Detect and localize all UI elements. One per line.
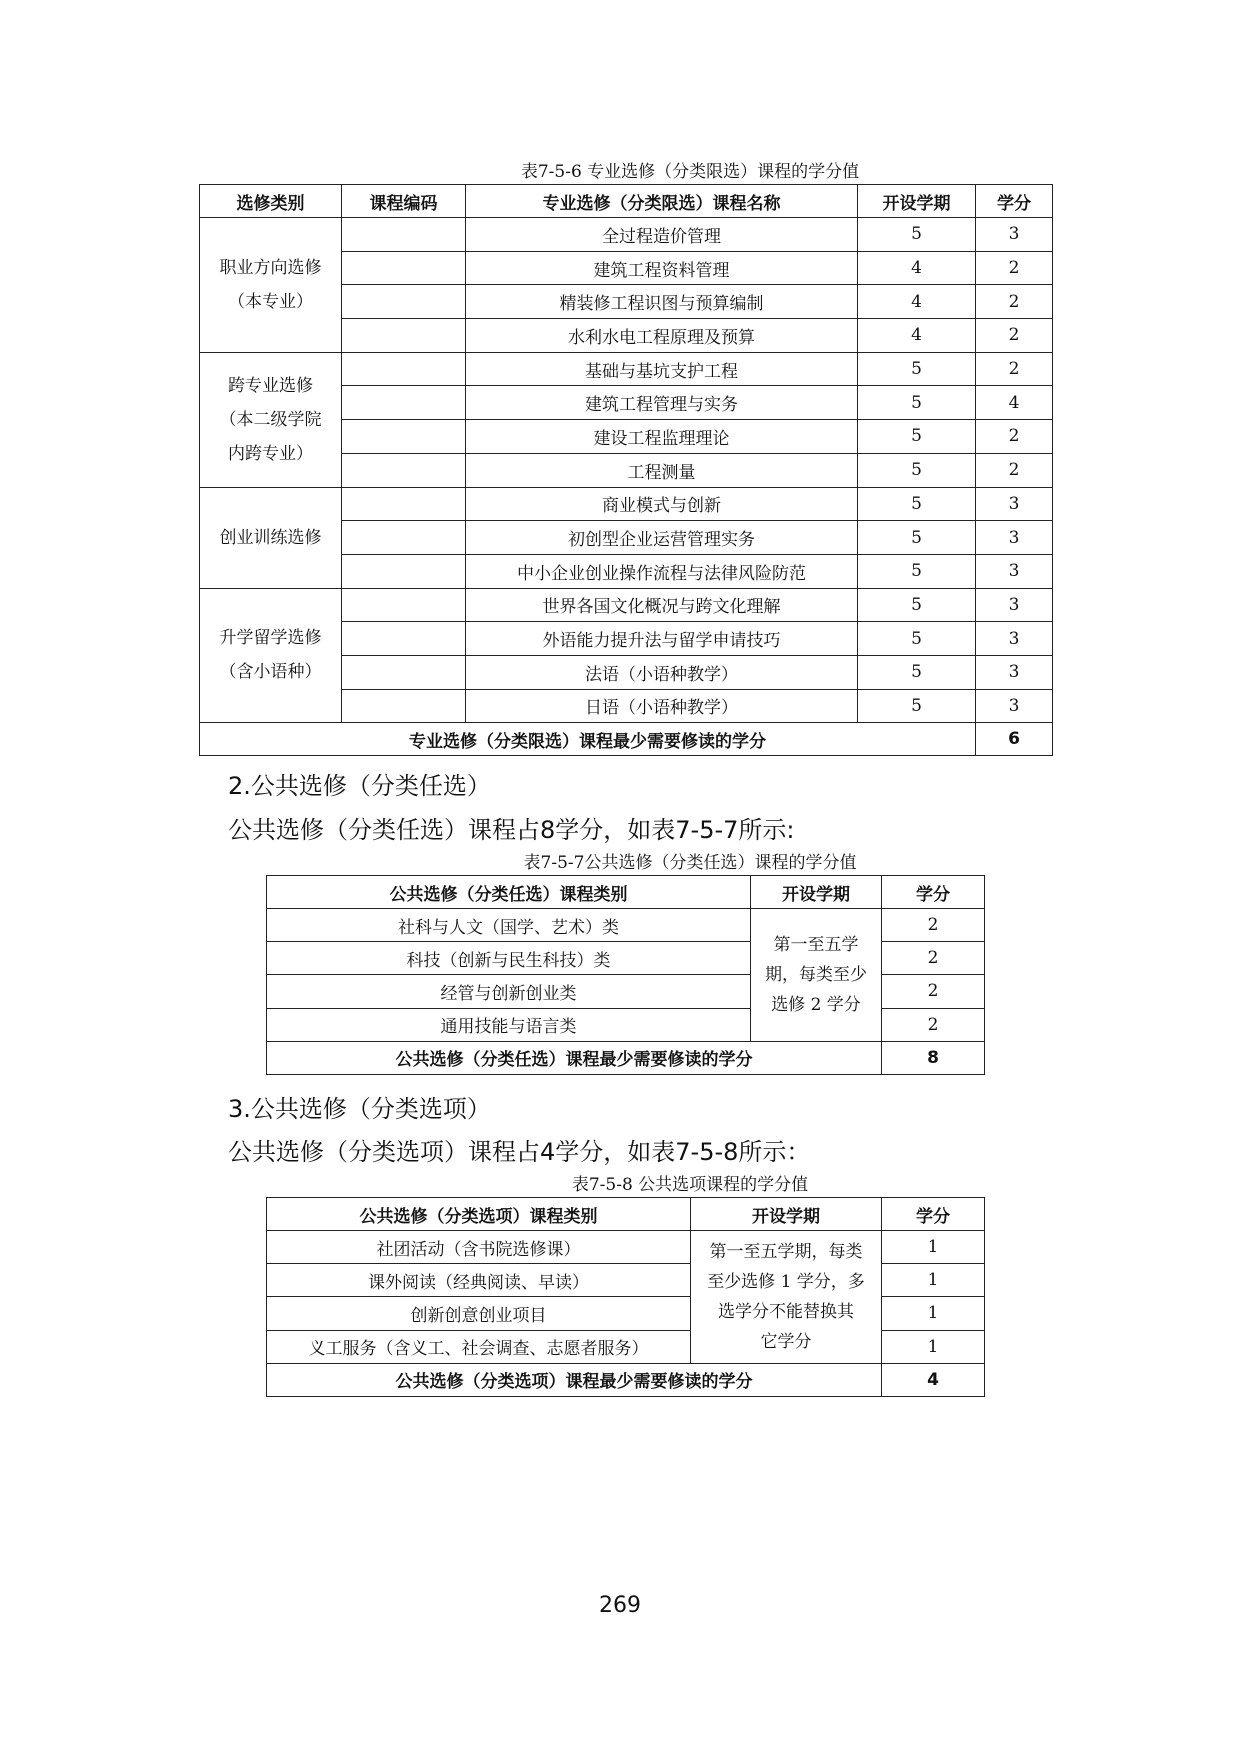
semester-note-cell: 第一至五学 期，每类至少 选修 2 学分 <box>751 909 882 1042</box>
table3 <box>266 1197 985 1397</box>
credit-cell: 2 <box>976 420 1053 454</box>
course-name-cell: 初创型企业运营管理实务 <box>466 521 858 555</box>
credit-cell: 3 <box>976 554 1053 588</box>
course-code-cell <box>342 218 466 252</box>
course-name-cell: 建筑工程管理与实务 <box>466 386 858 420</box>
course-code-cell <box>342 588 466 622</box>
credit-cell: 3 <box>976 521 1053 555</box>
credit-cell: 2 <box>976 453 1053 487</box>
table-row <box>267 909 985 942</box>
category-cell: 升学留学选修 （含小语种） <box>200 588 342 723</box>
table2-header-category: 公共选修（分类任选）课程类别 <box>267 876 751 909</box>
course-name-cell: 建设工程监理理论 <box>466 420 858 454</box>
course-code-cell <box>342 319 466 353</box>
table2-total-value: 8 <box>882 1041 985 1074</box>
table2-header-row <box>267 876 985 909</box>
table1-total-label: 专业选修（分类限选）课程最少需要修读的学分 <box>200 723 976 756</box>
category-name-cell: 通用技能与语言类 <box>267 1008 751 1041</box>
semester-cell: 5 <box>858 218 976 252</box>
semester-cell: 4 <box>858 319 976 353</box>
table3-header-category: 公共选修（分类选项）课程类别 <box>267 1198 691 1231</box>
category-name-cell: 经管与创新创业类 <box>267 975 751 1008</box>
category-name-cell: 课外阅读（经典阅读、早读） <box>267 1264 691 1297</box>
table2 <box>266 875 985 1075</box>
table-row <box>200 352 1053 386</box>
course-name-cell: 水利水电工程原理及预算 <box>466 319 858 353</box>
table1-header-code: 课程编码 <box>342 185 466 218</box>
table-row <box>200 588 1053 622</box>
credit-cell: 2 <box>976 251 1053 285</box>
category-cell: 职业方向选修 （本专业） <box>200 218 342 353</box>
category-name-cell: 社团活动（含书院选修课） <box>267 1231 691 1264</box>
semester-cell: 5 <box>858 386 976 420</box>
course-code-cell <box>342 453 466 487</box>
table3-header-semester: 开设学期 <box>691 1198 882 1231</box>
credit-cell: 3 <box>976 218 1053 252</box>
table3-total-label: 公共选修（分类选项）课程最少需要修读的学分 <box>267 1363 882 1396</box>
course-code-cell <box>342 352 466 386</box>
table2-header-credit: 学分 <box>882 876 985 909</box>
course-name-cell: 工程测量 <box>466 453 858 487</box>
table-row <box>267 1231 985 1264</box>
semester-cell: 5 <box>858 521 976 555</box>
semester-cell: 5 <box>858 487 976 521</box>
course-name-cell: 基础与基坑支护工程 <box>466 352 858 386</box>
credit-cell: 1 <box>882 1330 985 1363</box>
credit-cell: 1 <box>882 1264 985 1297</box>
credit-cell: 2 <box>882 942 985 975</box>
semester-cell: 5 <box>858 554 976 588</box>
semester-note-cell: 第一至五学期，每类 至少选修 1 学分，多 选学分不能替换其 它学分 <box>691 1231 882 1364</box>
table3-total-row <box>267 1363 985 1396</box>
table1-header-category: 选修类别 <box>200 185 342 218</box>
course-code-cell <box>342 386 466 420</box>
semester-cell: 4 <box>858 251 976 285</box>
course-name-cell: 全过程造价管理 <box>466 218 858 252</box>
course-code-cell <box>342 521 466 555</box>
credit-cell: 2 <box>976 285 1053 319</box>
category-cell: 跨专业选修 （本二级学院 内跨专业） <box>200 352 342 487</box>
category-name-cell: 义工服务（含义工、社会调查、志愿者服务） <box>267 1330 691 1363</box>
course-code-cell <box>342 554 466 588</box>
table1-total-row <box>200 723 1053 756</box>
course-name-cell: 外语能力提升法与留学申请技巧 <box>466 622 858 656</box>
credit-cell: 4 <box>976 386 1053 420</box>
table-row <box>200 218 1053 252</box>
table-row <box>200 487 1053 521</box>
table2-total-label: 公共选修（分类任选）课程最少需要修读的学分 <box>267 1041 882 1074</box>
table3-caption: 表7-5-8 公共选项课程的学分值 <box>571 1175 809 1195</box>
credit-cell: 3 <box>976 588 1053 622</box>
credit-cell: 2 <box>976 352 1053 386</box>
section3-paragraph: 公共选修（分类选项）课程占4学分，如表7-5-8所示： <box>228 1138 811 1166</box>
course-name-cell: 商业模式与创新 <box>466 487 858 521</box>
course-code-cell <box>342 655 466 689</box>
table1-header-name: 专业选修（分类限选）课程名称 <box>466 185 858 218</box>
credit-cell: 1 <box>882 1231 985 1264</box>
credit-cell: 3 <box>976 487 1053 521</box>
table1-header-semester: 开设学期 <box>858 185 976 218</box>
table1 <box>199 184 1053 756</box>
course-code-cell <box>342 420 466 454</box>
table2-header-semester: 开设学期 <box>751 876 882 909</box>
credit-cell: 2 <box>976 319 1053 353</box>
course-code-cell <box>342 487 466 521</box>
course-name-cell: 世界各国文化概况与跨文化理解 <box>466 588 858 622</box>
table3-total-value: 4 <box>882 1363 985 1396</box>
course-code-cell <box>342 622 466 656</box>
semester-cell: 5 <box>858 420 976 454</box>
table2-total-row <box>267 1041 985 1074</box>
credit-cell: 3 <box>976 689 1053 723</box>
section2-heading: 2.公共选修（分类任选） <box>228 772 491 800</box>
section2-paragraph: 公共选修（分类任选）课程占8学分，如表7-5-7所示: <box>228 816 795 844</box>
category-name-cell: 创新创意创业项目 <box>267 1297 691 1330</box>
table1-header-row <box>200 185 1053 218</box>
category-cell: 创业训练选修 <box>200 487 342 588</box>
section3-heading: 3.公共选修（分类选项） <box>228 1095 491 1123</box>
course-name-cell: 精装修工程识图与预算编制 <box>466 285 858 319</box>
credit-cell: 1 <box>882 1297 985 1330</box>
course-code-cell <box>342 689 466 723</box>
credit-cell: 2 <box>882 1008 985 1041</box>
page-number: 269 <box>599 1593 641 1618</box>
table1-header-credit: 学分 <box>976 185 1053 218</box>
semester-cell: 5 <box>858 588 976 622</box>
table1-total-value: 6 <box>976 723 1053 756</box>
category-name-cell: 科技（创新与民生科技）类 <box>267 942 751 975</box>
course-name-cell: 建筑工程资料管理 <box>466 251 858 285</box>
course-name-cell: 中小企业创业操作流程与法律风险防范 <box>466 554 858 588</box>
table1-caption: 表7-5-6 专业选修（分类限选）课程的学分值 <box>520 162 860 182</box>
course-name-cell: 日语（小语种教学） <box>466 689 858 723</box>
semester-cell: 4 <box>858 285 976 319</box>
course-name-cell: 法语（小语种教学） <box>466 655 858 689</box>
course-code-cell <box>342 251 466 285</box>
semester-cell: 5 <box>858 622 976 656</box>
course-code-cell <box>342 285 466 319</box>
credit-cell: 3 <box>976 655 1053 689</box>
semester-cell: 5 <box>858 352 976 386</box>
credit-cell: 3 <box>976 622 1053 656</box>
table2-caption: 表7-5-7公共选修（分类任选）课程的学分值 <box>523 853 857 873</box>
semester-cell: 5 <box>858 655 976 689</box>
table3-header-row <box>267 1198 985 1231</box>
category-name-cell: 社科与人文（国学、艺术）类 <box>267 909 751 942</box>
table3-header-credit: 学分 <box>882 1198 985 1231</box>
semester-cell: 5 <box>858 689 976 723</box>
semester-cell: 5 <box>858 453 976 487</box>
credit-cell: 2 <box>882 909 985 942</box>
credit-cell: 2 <box>882 975 985 1008</box>
